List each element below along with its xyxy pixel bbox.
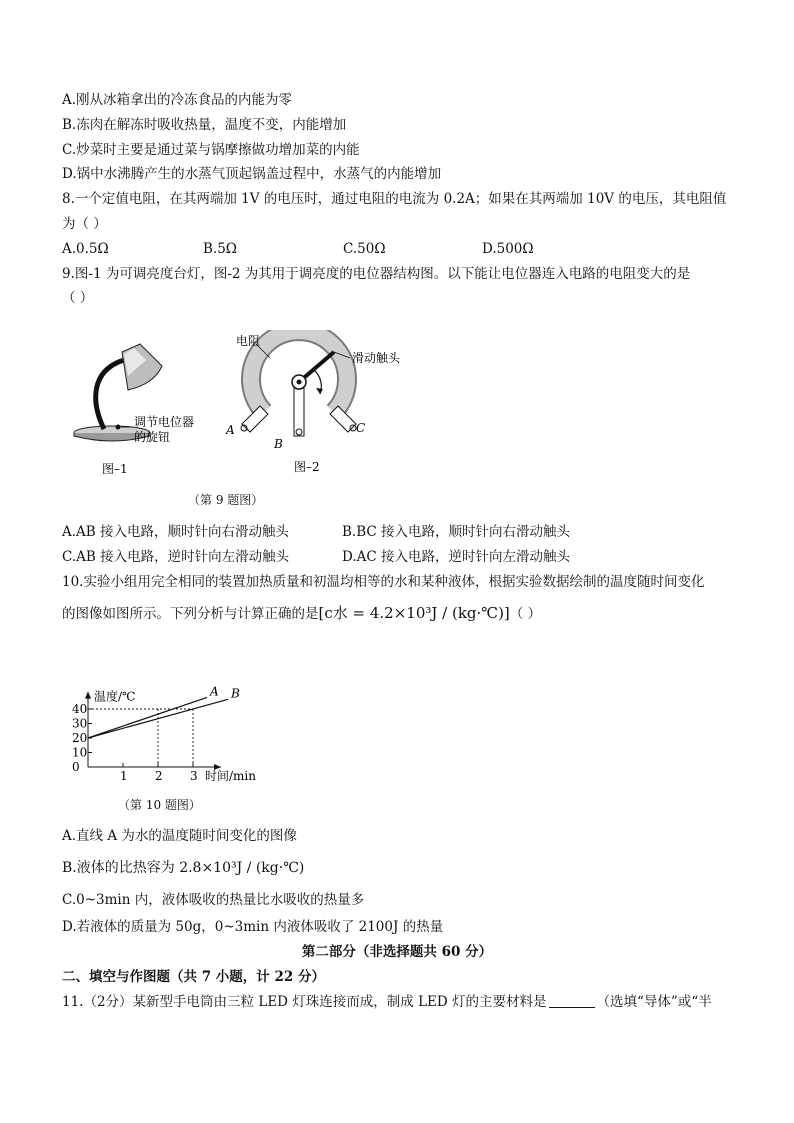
- chart-guides: [88, 709, 193, 767]
- q10-option-c: C.0~3min 内，液体吸收的热量比水吸收的热量多: [62, 892, 365, 908]
- q8-stem-line2: 为（ ）: [62, 216, 107, 232]
- x-tick-label: 3: [190, 769, 198, 783]
- y-axis-label: 温度/℃: [94, 689, 136, 704]
- q9-option-d: D.AC 接入电路，逆时针向左滑动触头: [342, 549, 571, 565]
- q9-options-row1: [62, 522, 742, 542]
- y-tick-label: 40: [72, 702, 88, 716]
- q8-stem-line1: 8.一个定值电阻，在其两端加 1V 的电压时，通过电阻的电流为 0.2A；如果在其两端加 10V 的电压，其电阻值: [62, 191, 727, 207]
- q9-figure-caption: （第 9 题图）: [188, 493, 264, 507]
- q9-options-row2: [62, 547, 742, 567]
- y-tick-label: 10: [72, 745, 88, 760]
- q9-stem-line2: （ ）: [62, 290, 94, 306]
- series-label-a: A: [210, 684, 219, 699]
- q9-fig2-resistor-label: 电阻: [236, 334, 261, 348]
- q10-stem-line2: [62, 603, 541, 624]
- q8-option-a: A.0.5Ω: [62, 241, 109, 257]
- q7-option-b: B.冻肉在解冻时吸收热量，温度不变，内能增加: [62, 117, 347, 133]
- q10-option-a: A.直线 A 为水的温度随时间变化的图像: [62, 828, 297, 844]
- q7-option-d: D.锅中水沸腾产生的水蒸气顶起锅盖过程中，水蒸气的内能增加: [62, 166, 442, 182]
- section-2-title: 二、填空与作图题（共 7 小题，计 22 分）: [62, 969, 325, 985]
- q10-stem-line1: 10.实验小组用完全相同的装置加热质量和初温均相等的水和某种液体，根据实验数据绘制的温度随时间变化: [62, 574, 705, 590]
- q9-stem-line1: 9.图-1 为可调亮度台灯，图-2 为其用于调亮度的电位器结构图。以下能让电位器连入电路的电阻变大的是: [62, 266, 691, 282]
- q11-answer-blank[interactable]: [549, 993, 595, 1008]
- q7-option-c: C.炒菜时主要是通过菜与锅摩擦做功增加菜的内能: [62, 142, 360, 158]
- x-tick-label: 2: [155, 769, 163, 783]
- q10-option-d: D.若液体的质量为 50g，0~3min 内液体吸收了 2100J 的热量: [62, 919, 444, 935]
- series-line-b: [88, 699, 228, 738]
- q9-fig2-slider-label: 滑动触头: [352, 351, 401, 365]
- q10-option-b: B.液体的比热容为 2.8×10³J / (kg·℃): [62, 860, 305, 876]
- q11-stem: [62, 992, 712, 1012]
- y-tick-label: 30: [72, 716, 88, 731]
- q9-fig2-terminal-b: B: [274, 437, 283, 451]
- q9-figure1-lamp: [62, 330, 232, 480]
- y-tick-label: 0: [72, 760, 80, 774]
- x-tick-label: 1: [120, 769, 128, 783]
- q9-option-a: A.AB 接入电路，顺时针向右滑动触头: [62, 524, 290, 540]
- q8-options: [62, 239, 742, 259]
- q9-fig2-terminal-a: A: [226, 423, 235, 437]
- x-axis-label: 时间/min: [205, 769, 256, 783]
- series-label-b: B: [231, 686, 240, 701]
- q9-option-c: C.AB 接入电路，逆时针向左滑动触头: [62, 549, 290, 565]
- q11-stem-pre: 11.（2分）某新型手电筒由三粒 LED 灯珠连接而成，制成 LED 灯的主要材料是: [62, 994, 547, 1010]
- q9-fig1-caption: 图–1: [102, 462, 128, 476]
- q8-option-c: C.50Ω: [343, 241, 386, 257]
- q9-fig2-terminal-c: C: [356, 421, 366, 435]
- q10-figure-caption: （第 10 题图）: [118, 798, 201, 812]
- y-axis-arrow: [85, 692, 91, 699]
- q10-stem-line2-post: （ ）: [509, 606, 542, 622]
- q11-stem-post: （选填“导体”或“半: [596, 994, 712, 1010]
- q8-option-d: D.500Ω: [482, 241, 534, 257]
- q9-fig1-knob-label-2: 的旋钮: [134, 430, 171, 444]
- q9-fig1-knob-label-1: 调节电位器: [134, 415, 195, 429]
- q10-stem-line2-pre: 的图像如图所示。下列分析与计算正确的是: [62, 606, 319, 622]
- q7-option-a: A.刚从冰箱拿出的冷冻食品的内能为零: [62, 92, 293, 108]
- q10-temperature-time-chart: [62, 645, 282, 785]
- q9-fig2-caption: 图–2: [294, 460, 320, 474]
- q10-specific-heat-formula: [c水 = 4.2×10³J / (kg·℃)]: [318, 604, 510, 622]
- y-tick-label: 20: [72, 731, 88, 745]
- part2-title: 第二部分（非选择题共 60 分）: [301, 944, 493, 960]
- q9-figure2-potentiometer: [222, 330, 432, 480]
- q9-option-b: B.BC 接入电路，顺时针向右滑动触头: [342, 524, 571, 540]
- q8-option-b: B.5Ω: [203, 241, 237, 257]
